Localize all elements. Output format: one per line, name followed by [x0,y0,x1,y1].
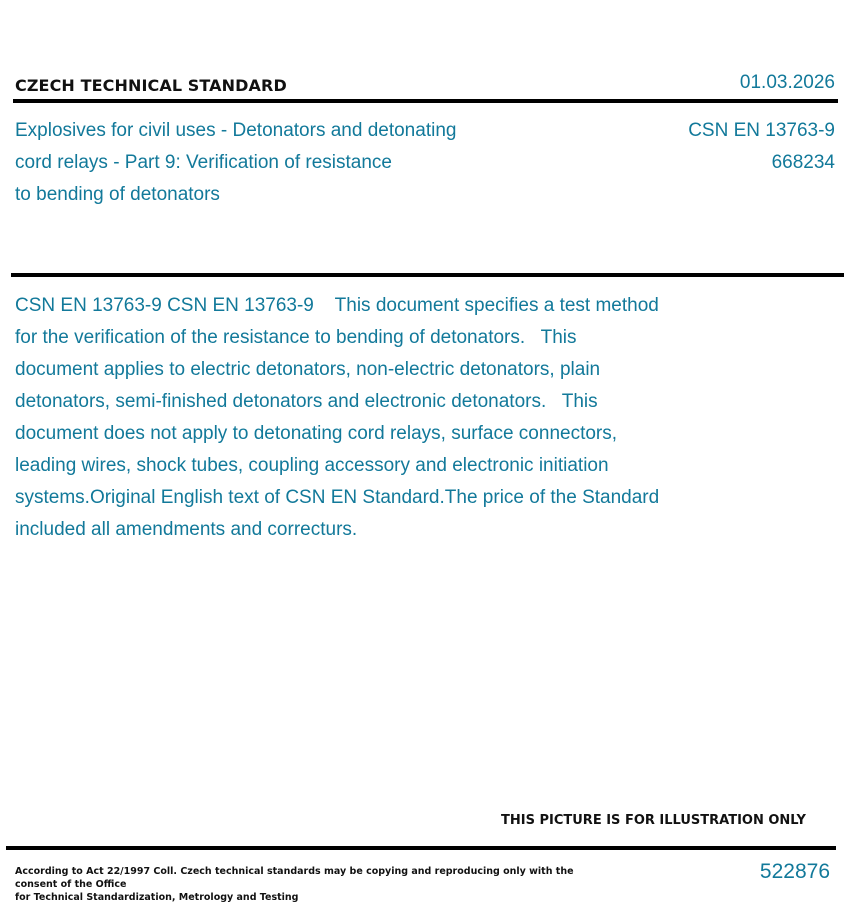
illustration-disclaimer: THIS PICTURE IS FOR ILLUSTRATION ONLY [501,813,806,828]
title-line: Explosives for civil uses - Detonators and detonating [15,120,457,141]
abstract-line: document does not apply to detonating cord relays, surface connectors, [15,423,618,444]
abstract-line: leading wires, shock tubes, coupling accessory and electronic initiation [15,455,609,476]
abstract-line: included all amendments and correcturs. [15,519,358,540]
abstract-line: systems.Original English text of CSN EN Standard.The price of the Standard [15,487,660,508]
footer-number: 522876 [759,860,830,883]
abstract-line: detonators, semi-finished detonators and electronic detonators. This [15,391,598,412]
standard-type-heading: CZECH TECHNICAL STANDARD [15,76,287,95]
header-divider [13,99,838,103]
title-line: to bending of detonators [15,184,220,205]
abstract-line: CSN EN 13763-9 CSN EN 13763-9 This document specifies a test method [15,295,659,316]
legal-line: According to Act 22/1997 Coll. Czech technical standards may be copying and reproducing only with the consent of the Office [15,866,574,890]
abstract-line: for the verification of the resistance to bending of detonators. This [15,327,577,348]
title-divider [11,273,844,277]
legal-line: for Technical Standardization, Metrology and Testing [15,892,299,903]
abstract-line: document applies to electric detonators, non-electric detonators, plain [15,359,601,380]
document-title [15,115,555,211]
catalog-number: 668234 [771,152,835,173]
title-line: cord relays - Part 9: Verification of resistance [15,152,392,173]
abstract-text [15,290,755,546]
standard-code: CSN EN 13763-9 [688,120,835,141]
publication-date: 01.03.2026 [739,72,835,93]
legal-notice [15,865,585,904]
document-codes [688,115,835,179]
footer-divider [6,846,836,850]
